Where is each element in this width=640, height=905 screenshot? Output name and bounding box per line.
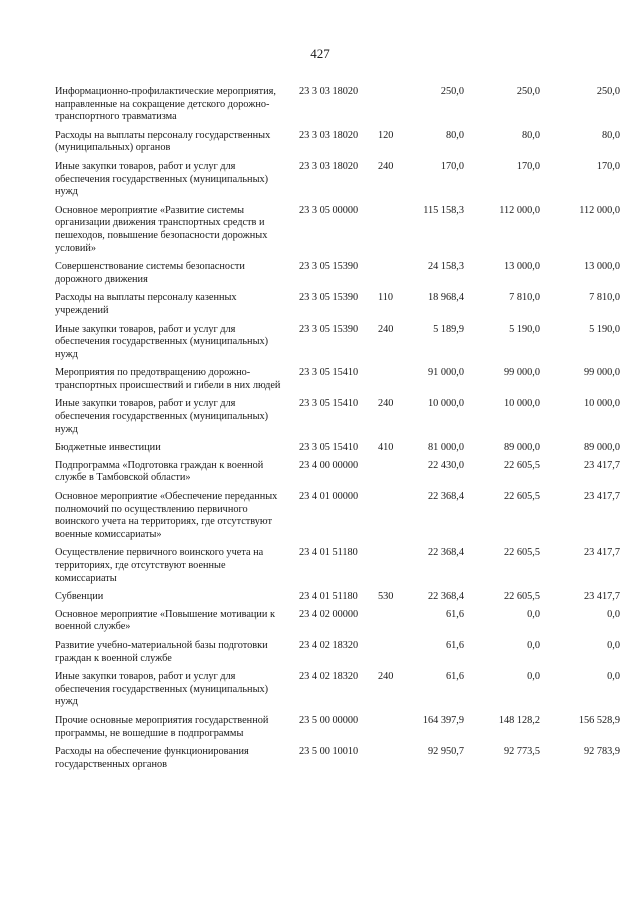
row-expense-type: 530 [378,591,394,603]
row-code: 23 3 05 15390 [299,261,359,273]
row-value-1: 22 430,0 [427,459,464,471]
row-code: 23 5 00 00000 [299,714,359,726]
budget-table [55,86,620,771]
row-value-2: 22 605,5 [503,459,540,471]
row-name: Расходы на обеспечение функционирования государственных органов [55,746,249,770]
table-row [55,130,620,155]
row-value-1: 22 368,4 [427,491,464,503]
row-value-2: 92 773,5 [503,746,540,758]
row-value-2: 0,0 [527,608,540,620]
row-name: Мероприятия по предотвращению дорожно-транспортных происшествий и гибели в них людей [55,367,281,391]
table-row [55,715,620,740]
row-value-1: 61,6 [445,639,464,651]
row-expense-type: 240 [378,398,394,410]
row-name: Прочие основные мероприятия государственной программы, не вошедшие в подпрограммы [55,714,269,739]
row-name: Иные закупки товаров, работ и услуг для обеспечения государственных (муниципальных) нужд [55,671,269,708]
row-value-1: 164 397,9 [422,714,464,726]
table-row [55,491,620,541]
row-name: Иные закупки товаров, работ и услуг для обеспечения государственных (муниципальных) нужд [55,160,269,198]
row-value-3: 23 417,7 [583,459,620,471]
row-value-3: 92 783,9 [583,746,620,758]
row-value-2: 22 605,5 [503,491,540,503]
row-code: 23 4 02 00000 [299,608,359,620]
row-value-1: 22 368,4 [427,547,464,559]
row-name: Совершенствование системы безопасности дорожного движения [55,261,245,285]
row-name: Подпрограмма «Подготовка граждан к военной службе в Тамбовской области» [55,459,264,484]
row-code: 23 4 01 00000 [299,491,359,503]
row-value-3: 0,0 [607,608,620,620]
table-row [55,671,620,709]
row-code: 23 3 03 18020 [299,160,359,172]
row-value-2: 0,0 [527,639,540,651]
row-name: Информационно-профилактические мероприятия, направленные на сокращение детского дорожно-транспортного травматизма [55,86,276,123]
table-row [55,324,620,362]
row-value-1: 92 950,7 [427,746,464,758]
row-name: Расходы на выплаты персоналу государственных (муниципальных) органов [55,129,271,154]
row-value-2: 7 810,0 [509,292,540,304]
table-row [55,367,620,392]
row-value-3: 156 528,9 [578,714,620,726]
table-row [55,609,620,634]
row-code: 23 3 03 18020 [299,86,359,97]
row-value-3: 89 000,0 [583,442,620,454]
row-code: 23 3 05 15410 [299,367,359,379]
row-code: 23 3 05 15410 [299,398,359,410]
row-value-3: 5 190,0 [589,323,620,335]
row-value-1: 250,0 [440,86,464,97]
table-row [55,746,620,771]
table-row [55,640,620,665]
row-name: Основное мероприятие «Обеспечение переданных полномочий по осуществлению первичного воинского учета на территориях, где отсутствуют военные комиссариаты» [55,491,278,540]
row-code: 23 4 00 00000 [299,459,359,471]
row-code: 23 3 05 00000 [299,204,359,216]
table-row [55,161,620,199]
row-value-1: 81 000,0 [427,442,464,454]
row-value-2: 170,0 [516,160,540,172]
row-value-2: 89 000,0 [503,442,540,454]
row-name: Развитие учебно-материальной базы подготовки граждан к военной службе [55,639,268,664]
row-code: 23 4 02 18320 [299,639,359,651]
row-expense-type: 240 [378,671,394,683]
row-value-1: 10 000,0 [427,398,464,410]
table-row [55,261,620,286]
row-value-1: 170,0 [440,160,464,172]
row-value-1: 80,0 [445,129,464,141]
row-name: Иные закупки товаров, работ и услуг для обеспечения государственных (муниципальных) нужд [55,398,269,435]
row-value-3: 99 000,0 [583,367,620,379]
row-value-3: 170,0 [596,160,620,172]
row-value-1: 91 000,0 [427,367,464,379]
row-value-2: 5 190,0 [509,323,540,335]
row-value-2: 148 128,2 [498,714,540,726]
row-code: 23 5 00 10010 [299,746,359,758]
row-value-3: 112 000,0 [579,204,620,216]
table-row [55,442,620,455]
row-name: Основное мероприятие «Повышение мотивации к военной службе» [55,608,276,633]
row-value-3: 0,0 [607,639,620,651]
row-code: 23 4 01 51180 [299,591,358,603]
table-row [55,547,620,585]
row-code: 23 3 05 15410 [299,442,359,454]
row-value-3: 13 000,0 [583,261,620,273]
table-row [55,205,620,255]
row-expense-type: 240 [378,323,394,335]
row-value-2: 112 000,0 [499,204,540,216]
row-value-3: 23 417,7 [583,547,620,559]
row-value-1: 61,6 [445,671,464,683]
row-expense-type: 110 [378,292,394,304]
table-row [55,591,620,604]
row-name: Основное мероприятие «Развитие системы организации движения транспортных средств и пешеходов, повышение безопасности дорожных условий» [55,204,268,254]
row-value-1: 22 368,4 [427,591,464,603]
row-code: 23 3 05 15390 [299,292,359,304]
table-row [55,86,620,124]
row-value-3: 7 810,0 [589,292,620,304]
row-expense-type: 410 [378,442,394,454]
row-name: Осуществление первичного воинского учета на территориях, где отсутствуют военные комиссариаты [55,547,264,584]
row-name: Субвенции [55,591,104,603]
row-value-3: 80,0 [601,129,620,141]
row-value-2: 10 000,0 [503,398,540,410]
row-value-1: 115 158,3 [423,204,464,216]
row-code: 23 4 02 18320 [299,671,359,683]
row-expense-type: 240 [378,160,394,172]
row-value-2: 250,0 [516,86,540,97]
row-value-3: 23 417,7 [583,491,620,503]
row-expense-type: 120 [378,129,394,141]
row-code: 23 4 01 51180 [299,547,358,559]
row-value-2: 22 605,5 [503,547,540,559]
row-value-1: 61,6 [445,608,464,620]
row-code: 23 3 03 18020 [299,129,359,141]
row-value-3: 0,0 [607,671,620,683]
row-value-1: 24 158,3 [427,261,464,273]
row-value-2: 99 000,0 [503,367,540,379]
row-value-2: 0,0 [527,671,540,683]
row-name: Расходы на выплаты персоналу казенных учреждений [55,292,237,316]
row-value-2: 80,0 [521,129,540,141]
page-number: 427 [310,46,330,61]
row-value-3: 10 000,0 [583,398,620,410]
row-name: Бюджетные инвестиции [55,442,161,454]
row-value-1: 18 968,4 [427,292,464,304]
row-code: 23 3 05 15390 [299,323,359,335]
row-value-3: 250,0 [596,86,620,97]
row-value-3: 23 417,7 [583,591,620,603]
row-value-2: 22 605,5 [503,591,540,603]
table-row [55,460,620,485]
row-value-2: 13 000,0 [503,261,540,273]
table-row [55,398,620,436]
row-name: Иные закупки товаров, работ и услуг для обеспечения государственных (муниципальных) нужд [55,323,269,360]
row-value-1: 5 189,9 [433,323,464,335]
table-row [55,292,620,317]
